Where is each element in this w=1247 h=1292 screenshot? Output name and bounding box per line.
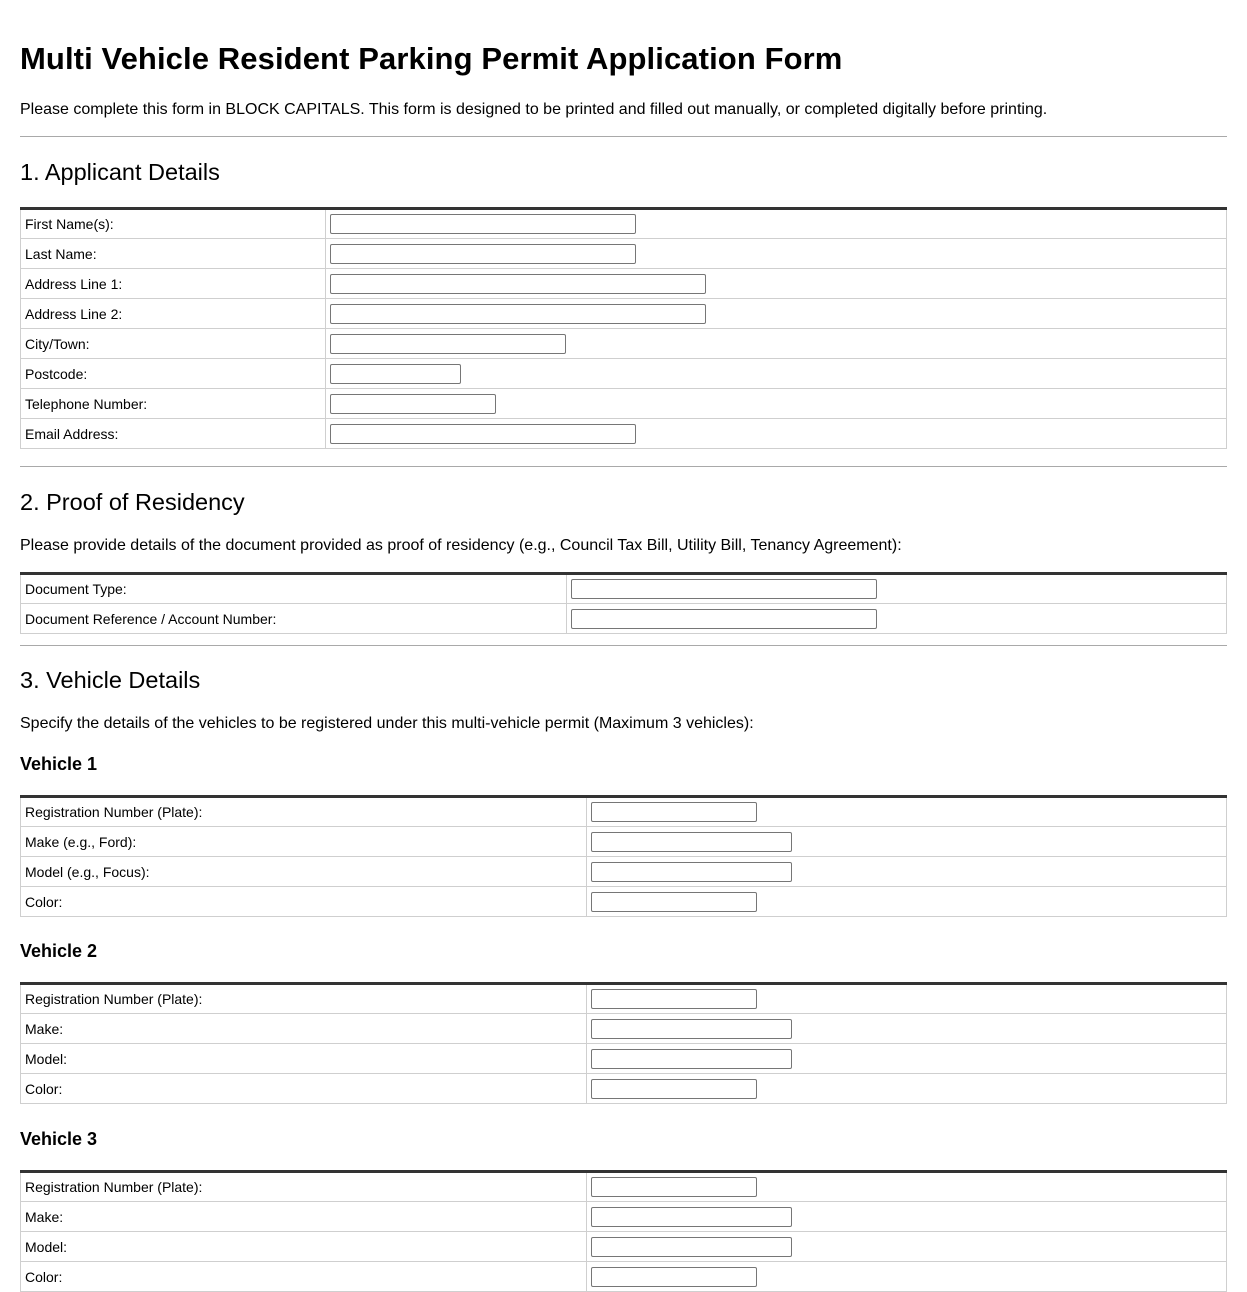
table-row	[21, 797, 1227, 827]
field-label: Registration Number (Plate):	[21, 1172, 587, 1202]
table-row	[21, 1202, 1227, 1232]
field-label: Color:	[21, 887, 587, 917]
section-divider	[20, 645, 1227, 646]
address-line-1-field[interactable]	[330, 274, 706, 294]
vehicle-1-make-field[interactable]	[591, 832, 792, 852]
vehicle-section-heading: 3. Vehicle Details	[20, 667, 201, 693]
vehicle-3-color-field[interactable]	[591, 1267, 757, 1287]
field-label: Postcode:	[21, 359, 326, 389]
table-row	[21, 1172, 1227, 1202]
field-label: Document Type:	[21, 574, 567, 604]
first-name-field[interactable]	[330, 214, 636, 234]
vehicle-1-color-field[interactable]	[591, 892, 757, 912]
vehicle-3-heading: Vehicle 3	[20, 1129, 98, 1149]
field-label: Make:	[21, 1202, 587, 1232]
table-row	[21, 329, 1227, 359]
field-label: Make (e.g., Ford):	[21, 827, 587, 857]
table-row	[21, 299, 1227, 329]
field-label: Last Name:	[21, 239, 326, 269]
table-row	[21, 1074, 1227, 1104]
vehicle-3-registration-field[interactable]	[591, 1177, 757, 1197]
telephone-field[interactable]	[330, 394, 496, 414]
section-divider	[20, 466, 1227, 467]
field-label: Make:	[21, 1014, 587, 1044]
email-field[interactable]	[330, 424, 636, 444]
residency-section-heading: 2. Proof of Residency	[20, 489, 245, 515]
address-line-2-field[interactable]	[330, 304, 706, 324]
applicant-section-heading: 1. Applicant Details	[20, 159, 220, 185]
table-row	[21, 827, 1227, 857]
field-label: Telephone Number:	[21, 389, 326, 419]
table-row	[21, 359, 1227, 389]
document-reference-field[interactable]	[571, 609, 877, 629]
vehicle-1-registration-field[interactable]	[591, 802, 757, 822]
field-label: Registration Number (Plate):	[21, 797, 587, 827]
postcode-field[interactable]	[330, 364, 461, 384]
table-row	[21, 1014, 1227, 1044]
vehicle-1-model-field[interactable]	[591, 862, 792, 882]
vehicle-1-heading: Vehicle 1	[20, 754, 98, 774]
table-row	[21, 1262, 1227, 1292]
table-row	[21, 604, 1227, 634]
table-row	[21, 574, 1227, 604]
vehicle-2-color-field[interactable]	[591, 1079, 757, 1099]
city-town-field[interactable]	[330, 334, 566, 354]
table-row	[21, 239, 1227, 269]
table-row	[21, 857, 1227, 887]
last-name-field[interactable]	[330, 244, 636, 264]
field-label: Registration Number (Plate):	[21, 984, 587, 1014]
field-label: Email Address:	[21, 419, 326, 449]
table-row	[21, 209, 1227, 239]
vehicle-2-model-field[interactable]	[591, 1049, 792, 1069]
vehicle-2-registration-field[interactable]	[591, 989, 757, 1009]
field-label: Model:	[21, 1044, 587, 1074]
field-label: Document Reference / Account Number:	[21, 604, 567, 634]
field-label: Color:	[21, 1262, 587, 1292]
table-row	[21, 1044, 1227, 1074]
table-row	[21, 419, 1227, 449]
intro-text: Please complete this form in BLOCK CAPITALS. This form is designed to be printed and filled out manually, or completed digitally before printing.	[20, 101, 1048, 118]
vehicle-2-heading: Vehicle 2	[20, 941, 98, 961]
vehicle-1-table	[20, 795, 1227, 917]
page-title: Multi Vehicle Resident Parking Permit Application Form	[20, 41, 843, 76]
vehicle-2-make-field[interactable]	[591, 1019, 792, 1039]
field-label: Model (e.g., Focus):	[21, 857, 587, 887]
table-row	[21, 887, 1227, 917]
table-row	[21, 269, 1227, 299]
field-label: First Name(s):	[21, 209, 326, 239]
field-label: City/Town:	[21, 329, 326, 359]
document-type-field[interactable]	[571, 579, 877, 599]
residency-table	[20, 572, 1227, 634]
vehicle-3-make-field[interactable]	[591, 1207, 792, 1227]
field-label: Model:	[21, 1232, 587, 1262]
vehicle-description: Specify the details of the vehicles to be registered under this multi-vehicle permit (Maximum 3 vehicles):	[20, 715, 754, 732]
vehicle-2-table	[20, 982, 1227, 1104]
section-divider	[20, 136, 1227, 137]
applicant-details-table	[20, 207, 1227, 449]
field-label: Color:	[21, 1074, 587, 1104]
field-label: Address Line 2:	[21, 299, 326, 329]
vehicle-3-model-field[interactable]	[591, 1237, 792, 1257]
field-label: Address Line 1:	[21, 269, 326, 299]
table-row	[21, 389, 1227, 419]
residency-description: Please provide details of the document provided as proof of residency (e.g., Council Tax Bill, Utility Bill, Tenancy Agreement):	[20, 537, 902, 554]
table-row	[21, 1232, 1227, 1262]
vehicle-3-table	[20, 1170, 1227, 1292]
table-row	[21, 984, 1227, 1014]
